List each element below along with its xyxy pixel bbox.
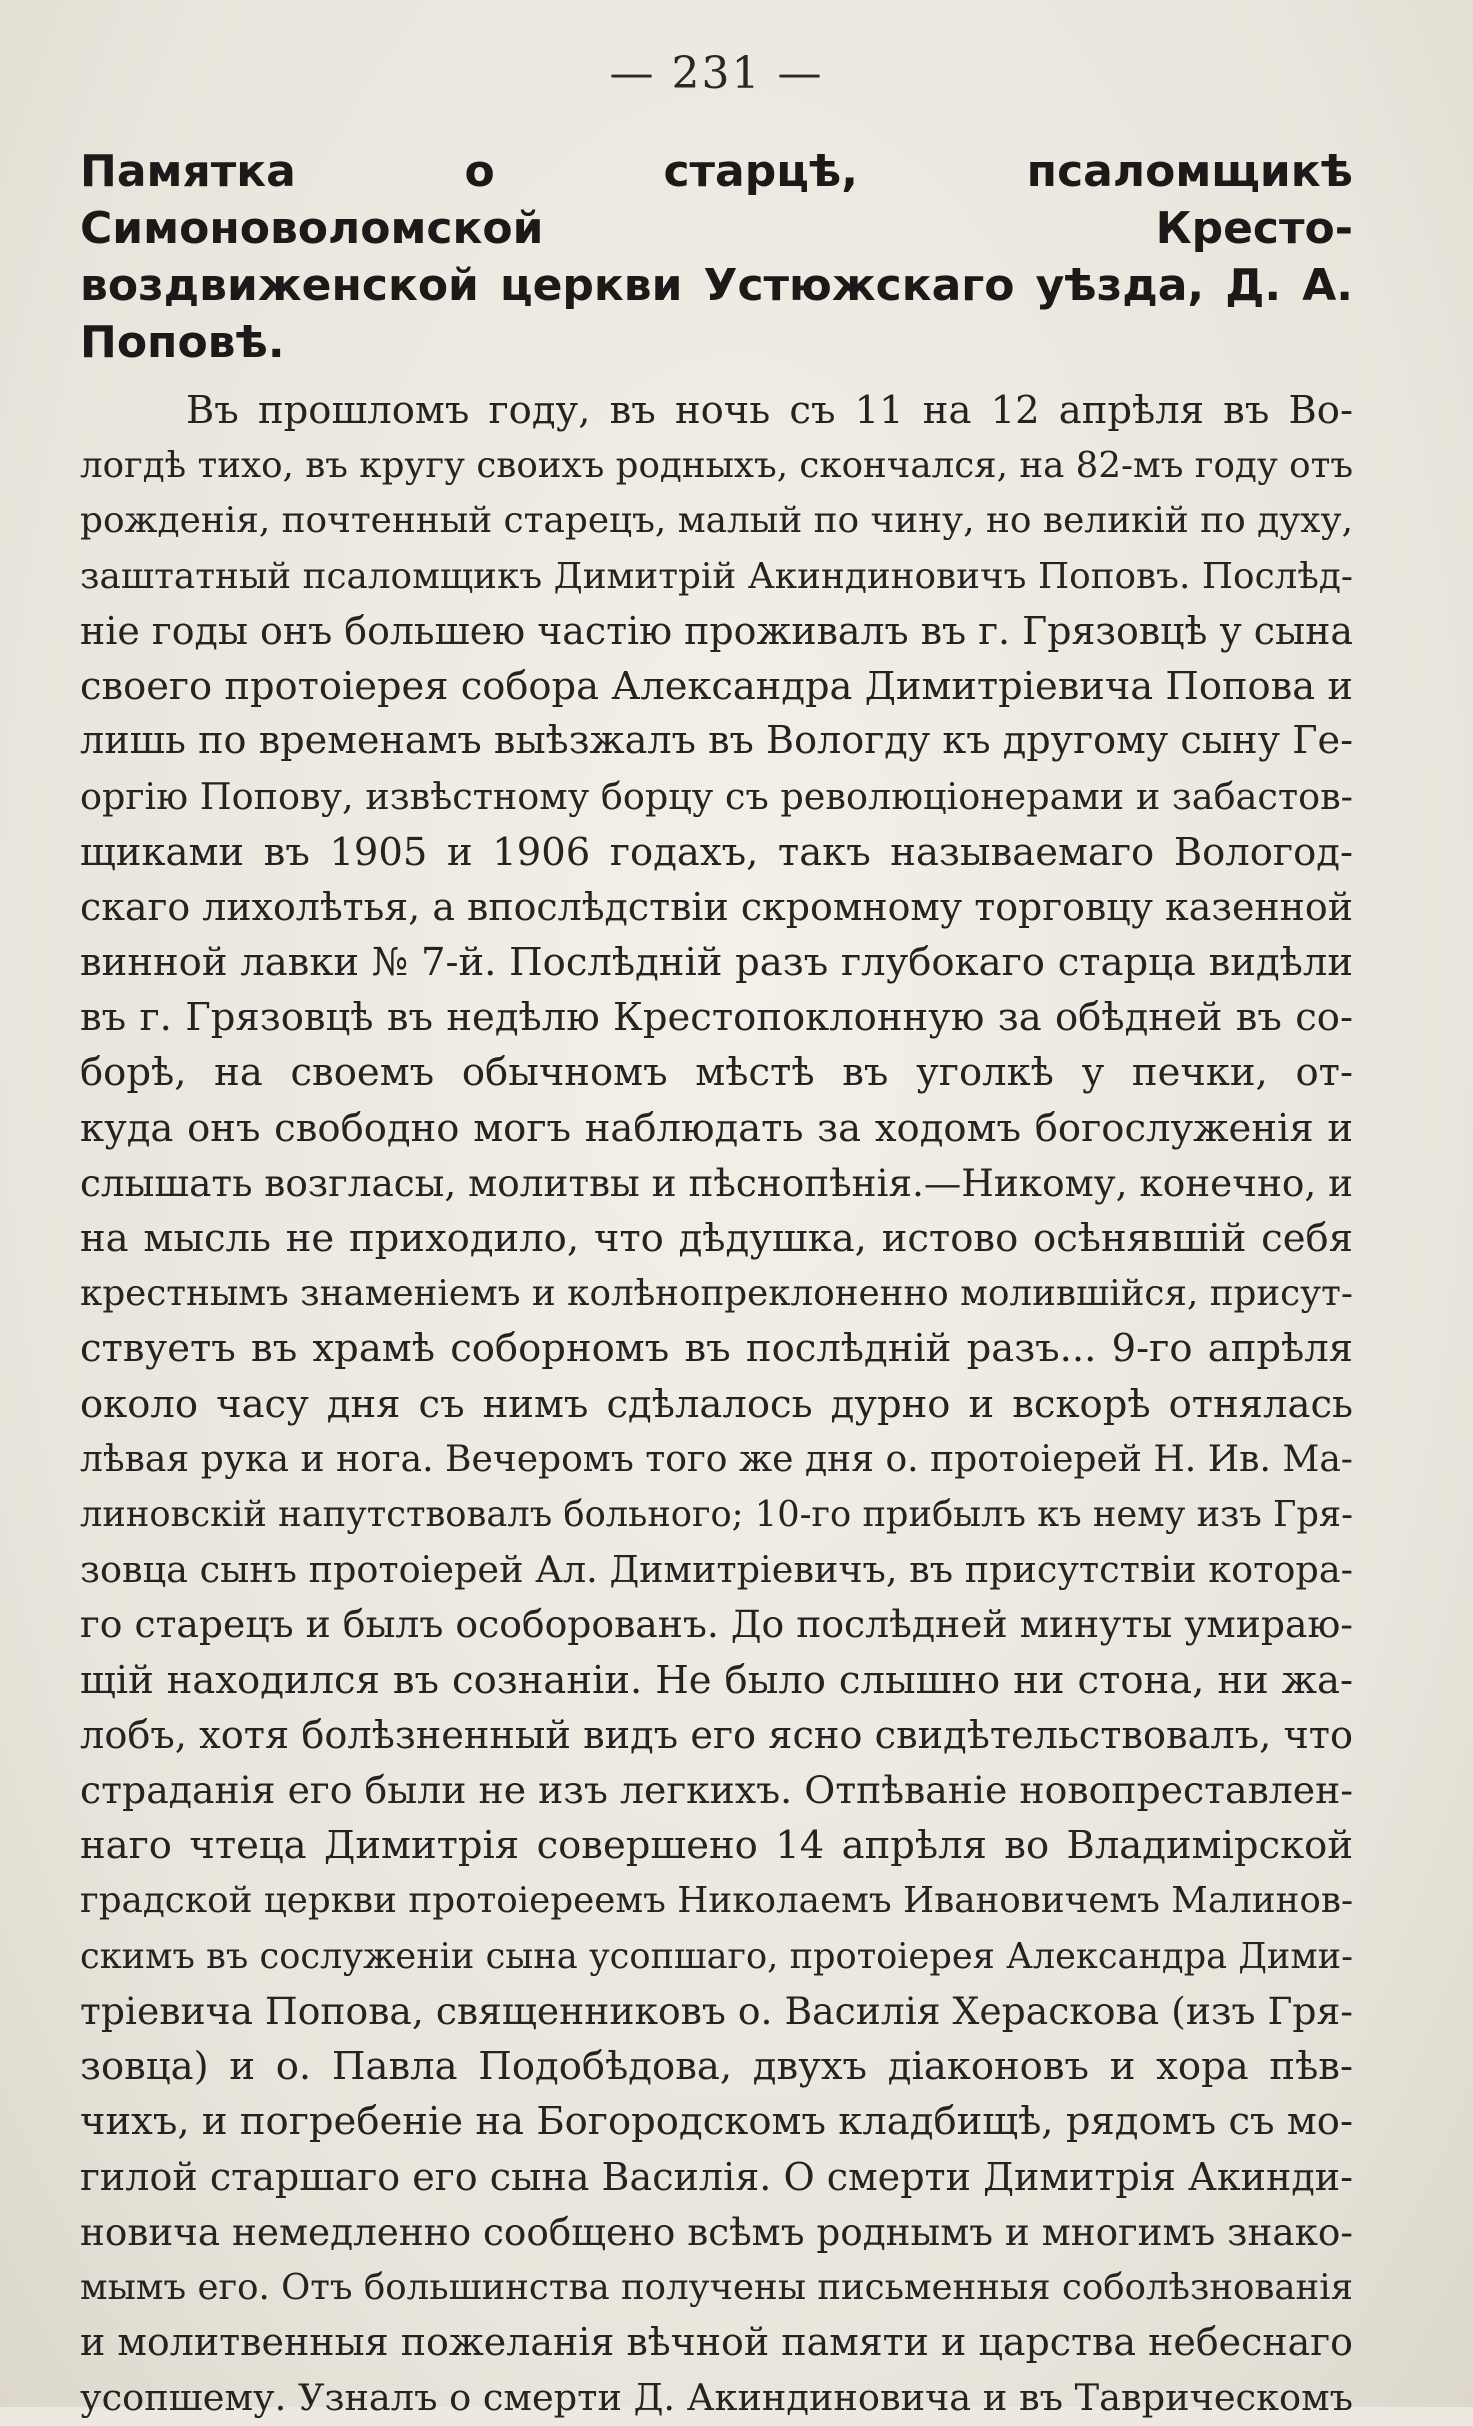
title-line-2: воздвиженской церкви Устюжскаго уѣзда, Д. А. Поповѣ.: [80, 260, 1353, 368]
body-line: градской церкви протоіереемъ Николаемъ Ивановичемъ Малинов-: [80, 1880, 1353, 1922]
body-line: лишь по временамъ выѣзжалъ въ Вологду къ другому сыну Ге-: [80, 719, 1353, 764]
body-line: скаго лихолѣтья, а впослѣдствіи скромному торговцу казенной: [80, 884, 1353, 929]
body-line: крестнымъ знаменіемъ и колѣнопреклоненно молившійся, присут-: [80, 1273, 1353, 1315]
body-line: гилой старшаго его сына Василія. О смерти Димитрія Акинди-: [80, 2154, 1353, 2199]
body-line: ствуетъ въ храмѣ соборномъ въ послѣдній разъ... 9-го апрѣля: [80, 1326, 1353, 1372]
body-line: страданія его были не изъ легкихъ. Отпѣваніе новопреставлен-: [80, 1768, 1353, 1813]
body-line: усопшему. Узналъ о смерти Д. Акиндиновича и въ Таврическомъ: [80, 2376, 1353, 2420]
body-line: зовца) и о. Павла Подобѣдова, двухъ діаконовъ и хора пѣв-: [80, 2044, 1353, 2090]
body-line: линовскій напутствовалъ больного; 10-го прибылъ къ нему изъ Гря-: [80, 1494, 1353, 1536]
body-line: заштатный псаломщикъ Димитрій Акиндиновичъ Поповъ. Послѣд-: [80, 555, 1353, 597]
body-line: зовца сынъ протоіерей Ал. Димитріевичъ, въ присутствіи котора-: [80, 1548, 1353, 1592]
body-line: новича немедленно сообщено всѣмъ роднымъ и многимъ знако-: [80, 2209, 1353, 2254]
body-line: лобъ, хотя болѣзненный видъ его ясно свидѣтельствовалъ, что: [80, 1712, 1353, 1758]
body-line: оргію Попову, извѣстному борцу съ революціонерами и забастов-: [80, 775, 1353, 819]
body-line: куда онъ свободно могъ наблюдать за ходомъ богослуженія и: [80, 1105, 1353, 1151]
body-line: наго чтеца Димитрія совершено 14 апрѣля во Владимірской: [80, 1823, 1353, 1869]
body-line: Въ прошломъ году, въ ночь съ 11 на 12 апрѣля въ Во-: [186, 388, 1353, 433]
body-line: рожденія, почтенный старецъ, малый по чину, но великій по духу,: [80, 500, 1353, 542]
body-line: чихъ, и погребеніе на Богородскомъ кладбищѣ, рядомъ съ мо-: [80, 2099, 1353, 2145]
body-line: около часу дня съ нимъ сдѣлалось дурно и вскорѣ отнялась: [80, 1381, 1353, 1427]
article-body: [80, 383, 1353, 2426]
body-line: своего протоіерея собора Александра Димитріевича Попова и: [80, 664, 1353, 710]
body-line: скимъ въ сослуженіи сына усопшаго, протоіерея Александра Дими-: [80, 1935, 1353, 1977]
body-line: въ г. Грязовцѣ въ недѣлю Крестопоклонную за обѣдней въ со-: [80, 995, 1353, 1041]
body-line: тріевича Попова, священниковъ о. Василія Хераскова (изъ Гря-: [80, 1988, 1353, 2033]
body-line: го старецъ и былъ особорованъ. До послѣдней минуты умираю-: [80, 1602, 1353, 1647]
body-line: мымъ его. Отъ большинства получены письменныя соболѣзнованія: [80, 2266, 1353, 2308]
body-line: ніе годы онъ большею частію проживалъ въ г. Грязовцѣ у сына: [80, 608, 1353, 653]
body-line: борѣ, на своемъ обычномъ мѣстѣ въ уголкѣ у печки, от-: [80, 1050, 1353, 1096]
body-line: щиками въ 1905 и 1906 годахъ, такъ называемаго Вологод-: [80, 829, 1353, 875]
body-line: щій находился въ сознаніи. Не было слышно ни стона, ни жа-: [80, 1657, 1353, 1703]
page-number: — 231 —: [609, 48, 824, 99]
body-line: логдѣ тихо, въ кругу своихъ родныхъ, скончался, на 82-мъ году отъ: [80, 445, 1353, 487]
body-line: винной лавки № 7-й. Послѣдній разъ глубокаго старца видѣли: [80, 940, 1353, 986]
body-line: лѣвая рука и нога. Вечеромъ того же дня о. протоіерей Н. Ив. Ма-: [80, 1437, 1353, 1480]
body-line: слышать возгласы, молитвы и пѣснопѣнія.—Никому, конечно, и: [80, 1160, 1353, 1205]
title-line-1: Памятка о старцѣ, псаломщикѣ Симоноволомской Кресто-: [80, 146, 1353, 254]
body-line: на мысль не приходило, что дѣдушка, истово осѣнявшій себя: [80, 1216, 1353, 1262]
body-line: и молитвенныя пожеланія вѣчной памяти и царства небеснаго: [80, 2320, 1353, 2365]
article-title: [80, 143, 1353, 371]
